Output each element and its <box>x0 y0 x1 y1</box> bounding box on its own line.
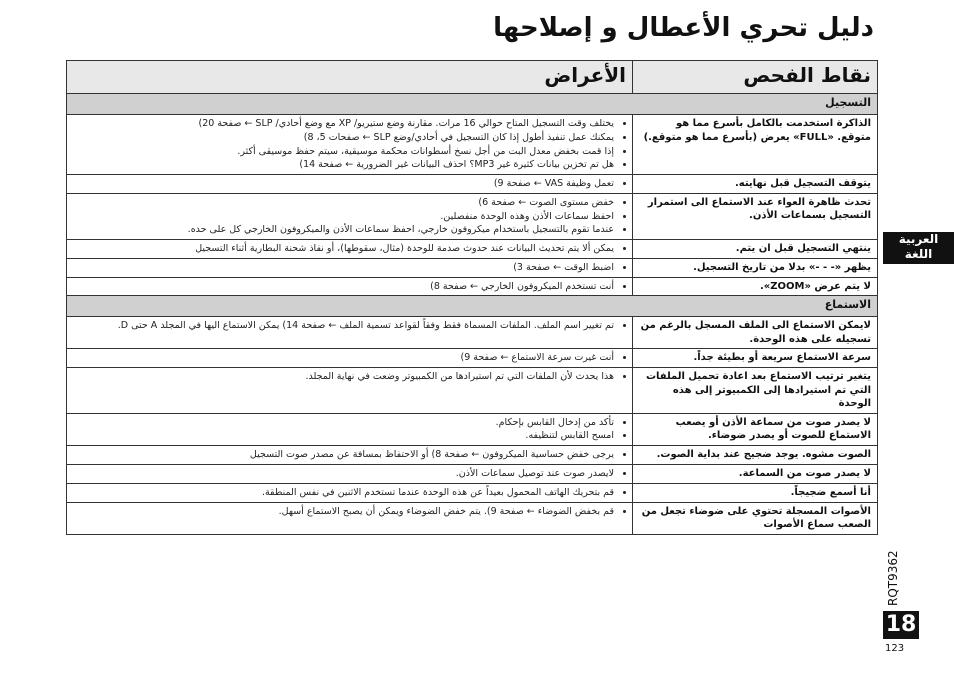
table-row <box>67 464 878 483</box>
header-symptoms: الأعراض <box>67 61 633 94</box>
symptom-item: • يختلف وقت التسجيل المتاح حوالي 16 مرات. مقارنة وضع ستيريو/ XP مع وضع أحادي/ SLP ← صفحة 20) <box>73 117 614 131</box>
symptom-cell <box>67 349 633 368</box>
table-row <box>67 175 878 194</box>
check-point-cell: تحدث ظاهرة العواء عند الاستماع الى استمرار التسجيل بسماعات الأذن. <box>633 193 878 239</box>
symptom-item: • أنت تستخدم الميكروفون الخارجي ← صفحة 8) <box>73 280 614 294</box>
symptom-item: • تعمل وظيفة VAS ← صفحة 9) <box>73 177 614 191</box>
table-row <box>67 193 878 239</box>
check-point-cell: يتغير ترتيب الاستماع بعد اعادة تحميل الملفات التي تم استيرادها إلى الكمبيوتر إلى هذه الوحدة <box>633 368 878 414</box>
symptom-item: • هل تم تخزين بيانات كثيرة غير MP3؟ احذف البيانات غير الضرورية ← صفحة 14) <box>73 158 614 172</box>
symptom-item: • أنت غيرت سرعة الاستماع ← صفحة 9) <box>73 351 614 365</box>
symptom-cell <box>67 240 633 259</box>
check-point-cell: لا يتم عرض «ZOOM». <box>633 277 878 296</box>
check-point-cell: الصوت مشوه. يوجد ضجيج عند بداية الصوت. <box>633 446 878 465</box>
check-point-cell: ينتهي التسجيل قبل ان يتم. <box>633 240 878 259</box>
symptom-cell <box>67 446 633 465</box>
symptom-cell <box>67 258 633 277</box>
check-point-cell: أنا أسمع ضجيجاً. <box>633 483 878 502</box>
symptom-item: • تأكد من إدخال القابس بإحكام. <box>73 416 614 430</box>
symptom-item: • يمكنك عمل تنفيذ أطول إذا كان التسجيل في أحادي/وضع SLP ← صفحات 5، 8) <box>73 131 614 145</box>
symptom-cell <box>67 502 633 534</box>
table-row <box>67 368 878 414</box>
check-point-cell: لايمكن الاستماع الى الملف المسجل بالرغم من تسجيله على هذه الوحدة. <box>633 317 878 349</box>
check-point-cell: يتوقف التسجيل قبل نهايته. <box>633 175 878 194</box>
table-row <box>67 277 878 296</box>
symptom-item: • تم تغيير اسم الملف. الملفات المسماة فقط وفقاً لقواعد تسمية الملف ← صفحة 14) يمكن الاستماع اليها في المجلد A حتى D. <box>73 319 614 333</box>
page-title: دليل تحري الأعطال و إصلاحها <box>493 13 874 43</box>
section-title: الاستماع <box>67 296 878 317</box>
symptom-item: • قم بتحريك الهاتف المحمول بعيداً عن هذه الوحدة عندما تستخدم الاثنين في نفس المنطقة. <box>73 486 614 500</box>
symptom-cell <box>67 483 633 502</box>
symptom-item: • عندما تقوم بالتسجيل باستخدام ميكروفون خارجي، احفظ سماعات الأذن والميكروفون الخارجي كل على حده. <box>73 223 614 237</box>
section-row <box>67 296 878 317</box>
symptom-item: • يرجى خفض حساسية الميكروفون ← صفحة 8) أو الاحتفاظ بمسافة عن مصدر صوت التسجيل <box>73 448 614 462</box>
model-code: RQT9362 <box>886 550 900 606</box>
symptom-item: • خفض مستوى الصوت ← صفحة 6) <box>73 196 614 210</box>
page-number: 18 <box>883 611 919 639</box>
symptom-item: • يمكن ألا يتم تحديث البيانات عند حدوث صدمة للوحدة (مثال، سقوطها)، أو نفاذ شحنة البطارية أثناء التسجيل <box>73 242 614 256</box>
check-point-cell: الأصوات المسجلة تحتوي على ضوضاء تجعل من الصعب سماع الأصوات <box>633 502 878 534</box>
table-row <box>67 349 878 368</box>
symptom-item: • احفظ سماعات الأذن وهذه الوحدة منفصلين. <box>73 210 614 224</box>
symptom-item: • لايصدر صوت عند توصيل سماعات الأذن. <box>73 467 614 481</box>
language-tab: العربية اللغة <box>883 232 954 264</box>
table-row <box>67 502 878 534</box>
symptom-item: • قم بخفض الضوضاء ← صفحة 9). يتم خفض الضوضاء ويمكن أن يصبح الاستماع أسهل. <box>73 505 614 519</box>
check-point-cell: لا يصدر صوت من السماعة. <box>633 464 878 483</box>
table-row <box>67 483 878 502</box>
symptom-cell <box>67 115 633 175</box>
table-row <box>67 413 878 446</box>
symptom-cell <box>67 464 633 483</box>
table-row <box>67 240 878 259</box>
check-point-cell: لا يصدر صوت من سماعة الأذن أو يصعب الاستماع للصوت أو يصدر ضوضاء. <box>633 413 878 446</box>
check-point-cell: الذاكرة استخدمت بالكامل بأسرع مما هو متوقع. «FULL» يعرض (بأسرع مما هو متوقع.) <box>633 115 878 175</box>
check-point-cell: يظهر «- - -» بدلا من تاريخ التسجيل. <box>633 258 878 277</box>
symptom-cell <box>67 277 633 296</box>
header-check-points: نقاط الفحص <box>633 61 878 94</box>
symptom-cell <box>67 193 633 239</box>
symptom-cell <box>67 368 633 414</box>
symptom-item: • اضبط الوقت ← صفحة 3) <box>73 261 614 275</box>
symptom-item: • امسح القابس لتنظيفه. <box>73 429 614 443</box>
table-row <box>67 115 878 175</box>
symptom-cell <box>67 413 633 446</box>
symptom-cell <box>67 317 633 349</box>
table-row <box>67 446 878 465</box>
troubleshooting-table <box>66 60 878 535</box>
section-title: التسجيل <box>67 94 878 115</box>
table-row <box>67 258 878 277</box>
sequence-number: 123 <box>885 643 905 654</box>
symptom-cell <box>67 175 633 194</box>
table-row <box>67 317 878 349</box>
section-row <box>67 94 878 115</box>
symptom-item: • هذا يحدث لأن الملفات التي تم استيرادها من الكمبيوتر وضعت في نهاية المجلد. <box>73 370 614 384</box>
symptom-item: • إذا قمت بخفض معدل البت من أجل نسخ أسطوانات محكمة موسيقية، سيتم حفظ موسيقى أكثر. <box>73 145 614 159</box>
check-point-cell: سرعة الاستماع سريعة أو بطيئة جداً. <box>633 349 878 368</box>
